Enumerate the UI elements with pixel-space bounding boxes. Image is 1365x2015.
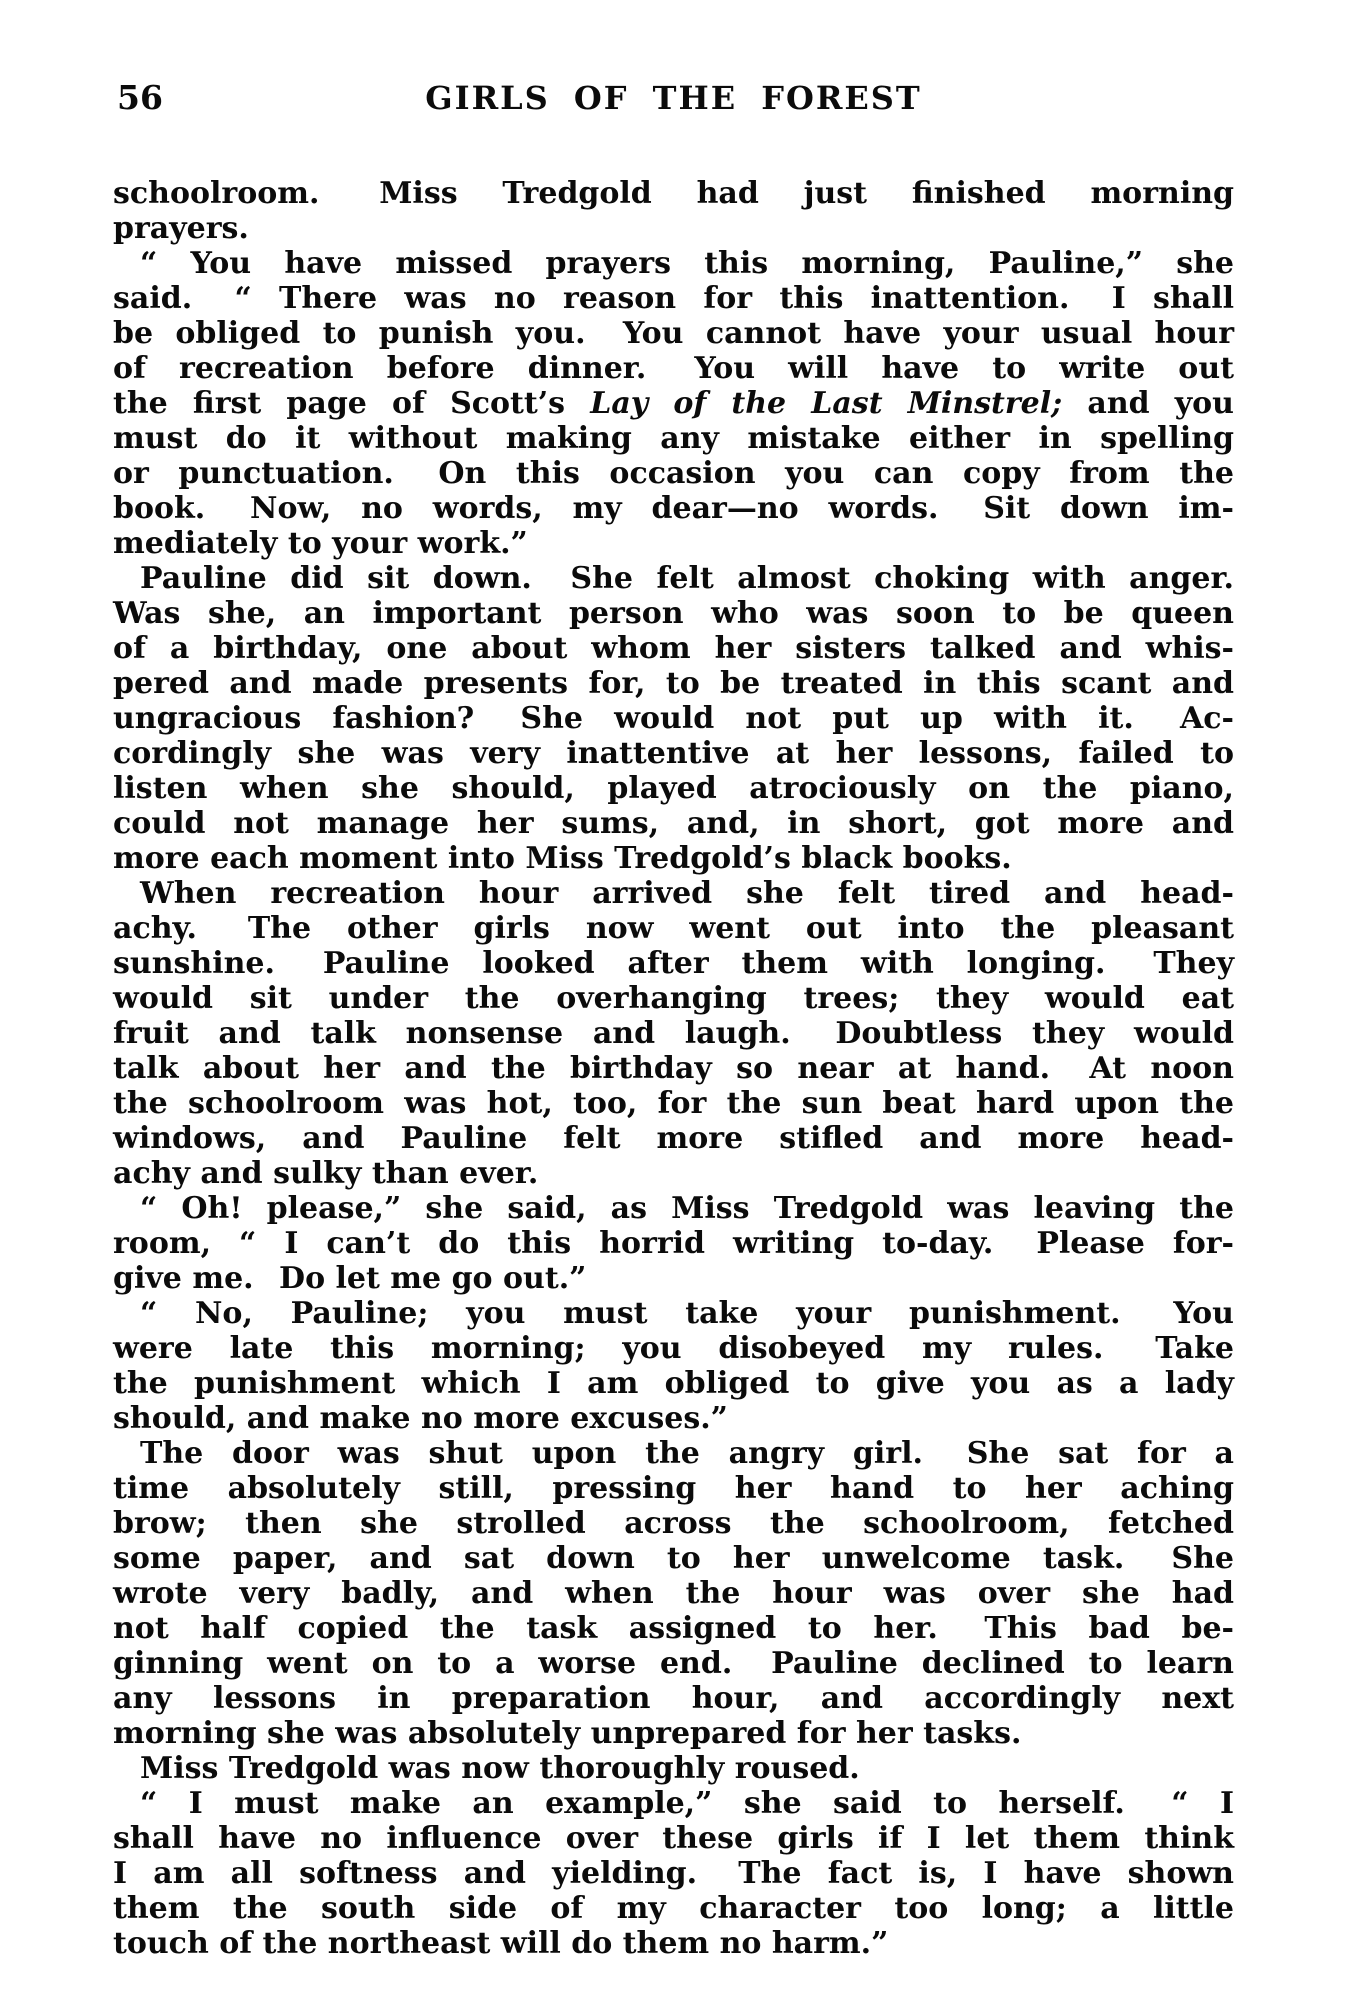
text-line: brow; then she strolled across the schoolroom, fetched	[113, 1506, 1234, 1541]
text-line: When recreation hour arrived she felt tired and head-	[140, 876, 1234, 911]
text-line	[113, 386, 1234, 421]
text-line: talk about her and the birthday so near at hand. At noon	[113, 1051, 1234, 1086]
text-line: said. “ There was no reason for this inattention. I shall	[113, 281, 1234, 316]
text-line: “ You have missed prayers this morning, Pauline,” she	[140, 246, 1234, 281]
italic-book-title: Lay of the Last Minstrel;	[590, 386, 1063, 421]
text-line: shall have no influence over these girls if I let them think	[113, 1821, 1234, 1856]
text-line: Was she, an important person who was soon to be queen	[113, 596, 1234, 631]
text-line: give me. Do let me go out.”	[113, 1261, 587, 1296]
text-line: sunshine. Pauline looked after them with longing. They	[113, 946, 1234, 981]
text-line: or punctuation. On this occasion you can copy from the	[113, 456, 1234, 491]
text-line: pered and made presents for, to be treated in this scant and	[113, 666, 1234, 701]
text-line: should, and make no more excuses.”	[113, 1401, 728, 1436]
text-line: could not manage her sums, and, in short, got more and	[113, 806, 1234, 841]
text-line: be obliged to punish you. You cannot have your usual hour	[113, 316, 1234, 351]
text-line: room, “ I can’t do this horrid writing to-day. Please for-	[113, 1226, 1234, 1261]
text-line: prayers.	[113, 211, 249, 246]
text-line: them the south side of my character too long; a little	[113, 1891, 1234, 1926]
text-line: would sit under the overhanging trees; they would eat	[113, 981, 1234, 1016]
text-line: more each moment into Miss Tredgold’s black books.	[113, 841, 1012, 876]
text-line: achy and sulky than ever.	[113, 1156, 539, 1191]
text-segment: and you	[1062, 386, 1234, 421]
text-line: “ I must make an example,” she said to herself. “ I	[140, 1786, 1234, 1821]
text-line: listen when she should, played atrociously on the piano,	[113, 771, 1234, 806]
text-line: wrote very badly, and when the hour was over she had	[113, 1576, 1234, 1611]
text-line: Miss Tredgold was now thoroughly roused.	[140, 1751, 860, 1786]
text-line: not half copied the task assigned to her. This bad be-	[113, 1611, 1234, 1646]
text-line: mediately to your work.”	[113, 526, 528, 561]
text-line: time absolutely still, pressing her hand to her aching	[113, 1471, 1234, 1506]
text-line: morning she was absolutely unprepared for her tasks.	[113, 1716, 1022, 1751]
text-line: windows, and Pauline felt more stifled and more head-	[113, 1121, 1234, 1156]
text-line: the punishment which I am obliged to give you as a lady	[113, 1366, 1234, 1401]
text-block	[113, 176, 1234, 1961]
text-line: achy. The other girls now went out into the pleasant	[113, 911, 1234, 946]
text-line: The door was shut upon the angry girl. She sat for a	[140, 1436, 1234, 1471]
text-line: schoolroom. Miss Tredgold had just finished morning	[113, 176, 1234, 211]
text-line: ungracious fashion? She would not put up with it. Ac-	[113, 701, 1234, 736]
text-line: “ No, Pauline; you must take your punishment. You	[140, 1296, 1234, 1331]
page-header	[113, 80, 1234, 122]
text-line: “ Oh! please,” she said, as Miss Tredgold was leaving the	[140, 1191, 1234, 1226]
text-line: fruit and talk nonsense and laugh. Doubtless they would	[113, 1016, 1234, 1051]
text-line: were late this morning; you disobeyed my rules. Take	[113, 1331, 1234, 1366]
text-line: I am all softness and yielding. The fact is, I have shown	[113, 1856, 1234, 1891]
text-line: touch of the northeast will do them no harm.”	[113, 1926, 889, 1961]
text-line: must do it without making any mistake either in spelling	[113, 421, 1234, 456]
running-title: GIRLS OF THE FOREST	[425, 79, 922, 117]
text-line: book. Now, no words, my dear—no words. Sit down im-	[113, 491, 1234, 526]
text-line: some paper, and sat down to her unwelcome task. She	[113, 1541, 1234, 1576]
text-line: ginning went on to a worse end. Pauline declined to learn	[113, 1646, 1234, 1681]
text-segment: the first page of Scott’s	[113, 386, 591, 421]
text-line: the schoolroom was hot, too, for the sun beat hard upon the	[113, 1086, 1234, 1121]
page-number: 56	[117, 78, 163, 117]
text-line: any lessons in preparation hour, and accordingly next	[113, 1681, 1234, 1716]
text-line: Pauline did sit down. She felt almost choking with anger.	[140, 561, 1234, 596]
text-line: cordingly she was very inattentive at her lessons, failed to	[113, 736, 1234, 771]
text-line: of a birthday, one about whom her sisters talked and whis-	[113, 631, 1234, 666]
text-line: of recreation before dinner. You will have to write out	[113, 351, 1234, 386]
